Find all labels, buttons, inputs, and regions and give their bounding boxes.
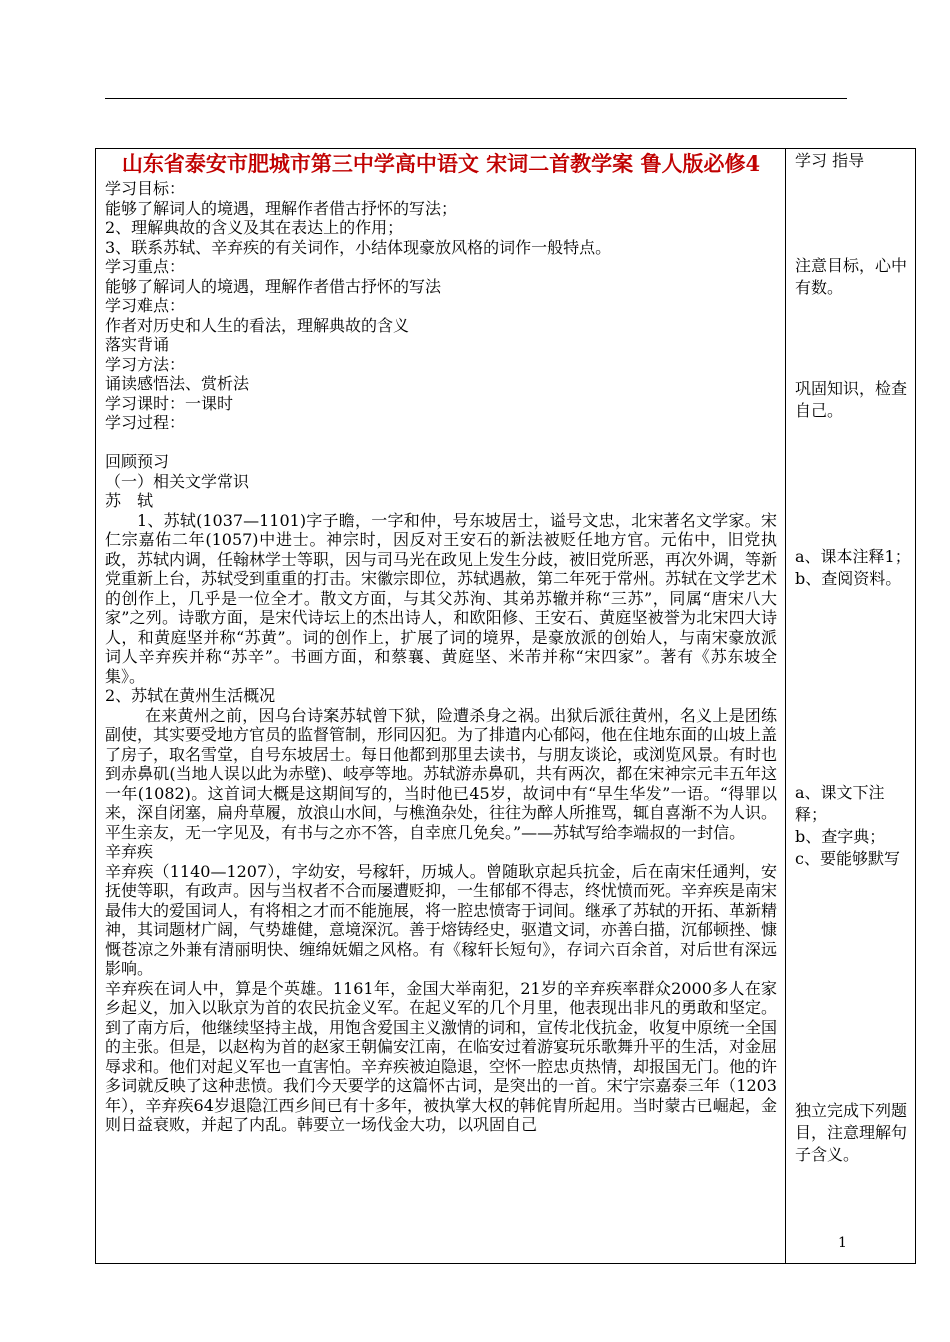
literature-heading: （一）相关文学常识	[105, 471, 250, 491]
sushi-huangzhou-heading: 2、苏轼在黄州生活概况	[105, 686, 276, 705]
sushi-heading: 苏 轼	[105, 491, 154, 510]
class-hours: 学习课时：一课时	[105, 393, 234, 413]
xin-bio-paragraph: 辛弃疾（1140—1207），字幼安，号稼轩，历城人。曾随耿京起兵抗金，后在南宋任通判，安抚使等职，有政声。因与当权者不合而屡遭贬抑，一生郁郁不得志，终忧愤而死。辛弃疾是南宋最伟大的爱国词人，有将相之才而不能施展，将一腔忠愤寄于词间。继承了苏轼的开拓、革新精神，其词题材广阔，气势雄健，意境深沉。善于熔铸经史，驱遣文词，亦善白描，沉郁顿挫、慷慨苍凉之外兼有清丽明快、缠绵妩媚之风格。有《稼轩长短句》，存词六百余首，对后世有深远影响。	[105, 861, 778, 978]
objective-1: 能够了解词人的境遇，理解作者借古抒怀的写法；	[105, 198, 458, 218]
header-rule	[105, 98, 847, 99]
objective-3: 3、联系苏轼、辛弃疾的有关词作，小结体现豪放风格的词作一般特点。	[105, 237, 612, 257]
difficulty-1: 作者对历史和人生的看法，理解典故的含义	[105, 315, 410, 335]
side-note-exercise: 独立完成下列题目，注意理解句子含义。	[795, 1101, 908, 1164]
difficulty-2: 落实背诵	[105, 335, 170, 354]
key-points-heading: 学习重点：	[105, 257, 186, 276]
page-number: 1	[838, 1235, 847, 1251]
document-title: 山东省泰安市肥城市第三中学高中语文 宋词二首教学案 鲁人版必修4	[121, 151, 761, 176]
side-note-annotations: a、课文下注释； b、查字典； c、要能够默写	[795, 783, 900, 868]
difficulties-heading: 学习难点：	[105, 296, 186, 315]
methods-heading: 学习方法：	[105, 354, 186, 374]
objective-2: 2、理解典故的含义及其在表达上的作用；	[105, 218, 404, 237]
key-point: 能够了解词人的境遇，理解作者借古抒怀的写法	[105, 276, 442, 296]
sushi-bio-paragraph: 1、苏轼(1037—1101)字子瞻，一字和仲，号东坡居士，谥号文忠，北宋著名文学家。宋仁宗嘉佑二年(1057)中进士。神宗时，因反对王安石的新法被贬任地方官。元佑中，旧党执政，苏轼内调，任翰林学士等职，因与司马光在政见上发生分歧，被旧党所恶，再次外调，等新党重新上台，苏轼受到重重的打击。宋徽宗即位，苏轼遇赦，第二年死于常州。苏轼在文学艺术的创作上，几乎是一位全才。散文方面，与其父苏洵、其弟苏辙并称“三苏”，同属“唐宋八大家”之列。诗歌方面，是宋代诗坛上的杰出诗人，和欧阳修、王安石、黄庭坚被誉为北宋四大诗人，和黄庭坚并称“苏黄”。词的创作上，扩展了词的境界，是豪放派的创始人，与南宋豪放派词人辛弃疾并称“苏辛”。书画方面，和蔡襄、黄庭坚、米芾并称“宋四家”。著有《苏东坡全集》。	[105, 510, 778, 686]
column-divider	[785, 148, 786, 1264]
sushi-huangzhou-paragraph: 在来黄州之前，因乌台诗案苏轼曾下狱，险遭杀身之祸。出狱后派往黄州，名义上是团练副使，其实要受地方官员的监督管制，形同囚犯。为了排遣内心郁闷，他在住地东面的山坡上盖了房子，取名雪堂，自号东坡居士。每日他都到那里去读书，与朋友谈论，或浏览风景。有时也到赤鼻矶(当地人误以此为赤壁)、岐亭等地。苏轼游赤鼻矶，共有两次，都在宋神宗元丰五年这一年(1082)。这首词大概是这期间写的，当时他已45岁，故词中有“早生华发”一语。“得罪以来，深自闭塞，扁舟草履，放浪山水间，与樵渔杂处，往往为醉人所推骂，辄自喜渐不为人识。平生亲友，无一字见及，有书与之亦不答，自幸庶几免矣。”——苏轼写给李端叔的一封信。	[105, 705, 778, 842]
xin-heading: 辛弃疾	[105, 842, 154, 861]
side-note-review: 巩固知识，检查自己。	[795, 379, 908, 420]
side-note-resources: a、课本注释1；b、查阅资料。	[795, 547, 911, 588]
methods: 诵读感悟法、赏析法	[105, 374, 250, 393]
side-note-goals: 注意目标，心中有数。	[795, 256, 908, 297]
xin-hero-paragraph: 辛弃疾在词人中，算是个英雄。1161年，金国大举南犯，21岁的辛弃疾率群众2000多人在家乡起义，加入以耿京为首的农民抗金义军。在起义军的几个月里，他表现出非凡的勇敢和坚定。到了南方后，他继续坚持主战，用饱含爱国主义激情的词和，宣传北伐抗金，收复中原统一全国的主张。但是，以赵构为首的赵家王朝偏安江南，在临安过着游宴玩乐歌舞升平的生活，对金屈辱求和。他们对起义军也一直害怕。辛弃疾被迫隐退，空怀一腔忠贞热情，却报国无门。他的许多词就反映了这种悲愤。我们今天要学的这篇怀古词，是突出的一首。宋宁宗嘉泰三年（1203年），辛弃疾64岁退隐江西乡间已有十多年，被执掌大权的韩侂胄所起用。当时蒙古已崛起，金则日益衰败，并起了内乱。韩要立一场伐金大功，以巩固自己	[105, 978, 778, 1134]
main-column	[105, 150, 777, 1135]
process-heading: 学习过程：	[105, 413, 186, 432]
review-heading: 回顾预习	[105, 452, 170, 471]
objectives-heading: 学习目标：	[105, 179, 186, 198]
side-header: 学习 指导	[795, 151, 865, 170]
